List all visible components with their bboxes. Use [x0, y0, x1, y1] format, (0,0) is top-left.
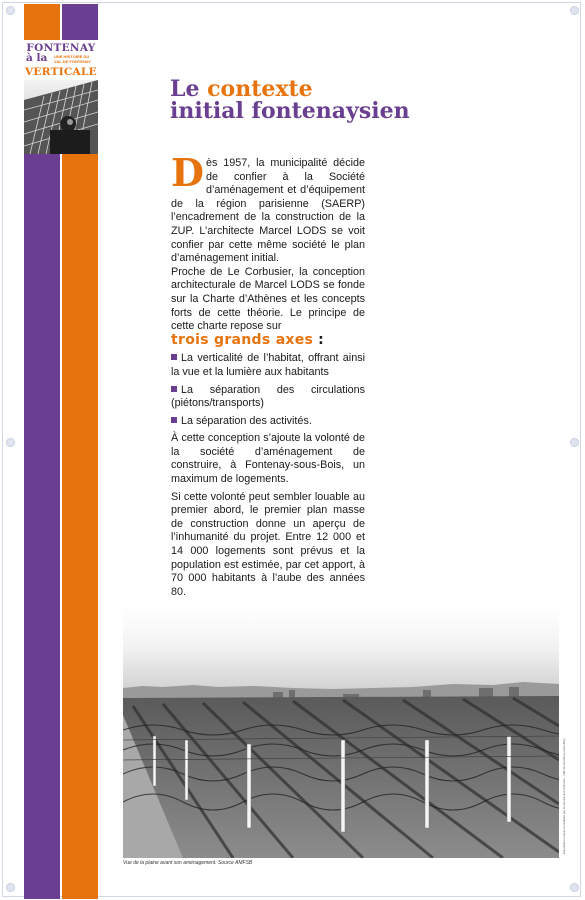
photo-caption: Vue de la plaine avant son aménagement. Source AMFSB [123, 860, 253, 866]
paragraph-housing: À cette conception s’ajoute la volonté de la société d’aménagement de construire, à Fontenay-sous-Bois, un maximum de logements. [171, 432, 365, 486]
logo-line-verticale: VERTICALE [24, 66, 97, 78]
mounting-pin [6, 883, 15, 892]
bullet-item [171, 352, 365, 379]
logo-purple-block [62, 4, 98, 40]
paragraph-intro [171, 150, 365, 266]
mounting-pin [570, 6, 579, 15]
bullet-text: La séparation des circulations (piétons/transports) [171, 383, 365, 410]
logo-line-a-la: à la [26, 52, 48, 64]
paragraph-population: Si cette volonté peut sembler louable au premier abord, le premier plan masse de construction donne un aperçu de l’inhumanité du projet. Entre 12 000 et 14 000 logements sont prévus et la population est estimée, par cet apport, à 70 000 habitants à l’aube des années [171, 490, 365, 585]
bullet-text: La verticalité de l’habitat, offrant ainsi la vue et la lumière aux habitants [171, 352, 365, 378]
page-title [170, 78, 410, 122]
bullet-text: La séparation des activités. [181, 414, 312, 427]
vineyard-photo [123, 590, 559, 858]
mounting-pin [570, 438, 579, 447]
title-accent-word: contexte [207, 76, 313, 102]
mounting-pin [6, 438, 15, 447]
paragraph-charter-text: Proche de Le Corbusier, la conception architecturale de Marcel LODS se fonde sur la Charte d’Athènes et les concepts forts de cette théorie. Le principe de cette charte repose sur [171, 265, 365, 333]
mounting-pin [6, 6, 15, 15]
title-line2: initial fontenaysien [170, 98, 410, 124]
series-logo [24, 40, 98, 80]
paragraph-charter [171, 266, 365, 349]
logo-orange-block [24, 4, 60, 40]
logo-line-fontenay: FONTENAY [26, 42, 96, 54]
mounting-pin [570, 883, 579, 892]
bullet-item [171, 415, 365, 429]
square-bullet-icon [171, 386, 177, 392]
title-line1-start: Le [170, 76, 208, 102]
paragraph-intro-text: ès 1957, la municipalité décide de confier à la Société d’aménagement et d’équipement de la région parisienne (SAERP) l’encadrement de la construction de la ZUP. L’architecte Marcel LODS se voit confier par cette même société le plan d’aménagement initial. [171, 157, 365, 265]
logo-tower-photo [24, 80, 98, 154]
photo-credit-text: Exposition conçue et réalisée par le service des Archives · Ville de Fontenay-sous-Bois [562, 738, 566, 854]
photo-credit [562, 690, 568, 860]
axes-heading: trois grands axes [171, 331, 314, 348]
bullet-item [171, 384, 365, 411]
square-bullet-icon [171, 354, 177, 360]
body-text [171, 150, 365, 599]
drop-cap: D [171, 150, 204, 195]
axes-colon: : [313, 331, 324, 348]
square-bullet-icon [171, 417, 177, 423]
logo-subtitle: UNE HISTOIRE DU VAL DE FONTENAY [54, 54, 92, 64]
